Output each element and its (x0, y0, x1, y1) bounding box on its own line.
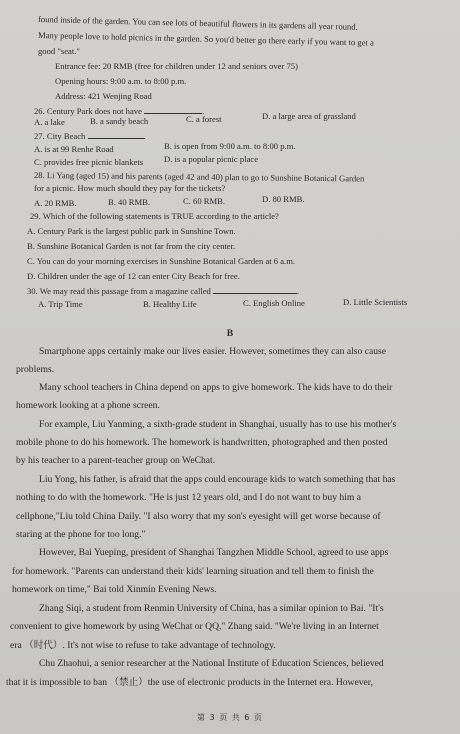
paragraph-line: cellphone,"Liu told China Daily. "I also worry that my son's eyesight will get worse because of (16, 511, 381, 522)
paragraph-line: problems. (16, 364, 55, 375)
paragraph-line: that it is impossible to ban （禁止）the use of electronic products in the Internet era. However, (6, 677, 374, 688)
question-28-line-2: for a picnic. How much should they pay for the tickets? (34, 183, 226, 193)
option: B. Sunshine Botanical Garden is not far from the city center. (27, 241, 236, 251)
question-28: 28. Li Yang (aged 15) and his parents (aged 42 and 40) plan to go to Sunshine Botanical Garden (33, 170, 365, 184)
option: A. Century Park is the largest public park in Sunshine Town. (27, 226, 236, 236)
option: A. 20 RMB. (34, 198, 77, 208)
question-26: 26. Century Park does not have . (34, 106, 205, 116)
page-number: 第 3 页 共 6 页 (197, 713, 263, 722)
option: C. You can do your morning exercises in Sunshine Botanical Garden at 6 a.m. (27, 256, 296, 266)
paragraph-line: convenient to give homework by using WeChat or QQ," Zhang said. "We're living in an Internet (10, 621, 379, 632)
option: A. is at 99 Renhe Road (34, 144, 114, 154)
paragraph-line: nothing to do with the homework. "He is just 12 years old, and I do not want to buy him a (16, 492, 361, 503)
answer-blank (144, 105, 202, 114)
option: B. Healthy Life (143, 299, 197, 309)
paragraph-line: Zhang Siqi, a student from Renmin University of China, has a similar opinion to Bai. "It's (39, 603, 384, 614)
question-30: 30. We may read this passage from a magazine called . (27, 286, 300, 296)
option: B. is open from 9:00 a.m. to 8:00 p.m. (164, 141, 296, 151)
paragraph-line: Chu Zhaohui, a senior researcher at the National Institute of Education Sciences, believed (39, 658, 384, 669)
option: C. provides free picnic blankets (34, 157, 144, 167)
paragraph-line: homework on time," Bai told Xinmin Evening News. (12, 584, 217, 595)
question-27: 27. City Beach . (34, 131, 146, 141)
option: C. English Online (243, 298, 305, 308)
passage-line: good "seat." (38, 46, 80, 56)
info-entrance-fee: Entrance fee: 20 RMB (free for children under 12 and seniors over 75) (55, 61, 298, 71)
option: D. 80 RMB. (262, 194, 305, 204)
option: A. Trip Time (38, 299, 83, 309)
option: D. a large area of grassland (262, 111, 356, 121)
option: D. Children under the age of 12 can enter City Beach for free. (27, 271, 240, 281)
paragraph-line: Liu Yong, his father, is afraid that the apps could encourage kids to watch something that has (39, 474, 396, 485)
info-address: Address: 421 Wenjing Road (55, 91, 152, 101)
paragraph-line: for homework. "Parents can understand their kids' learning situation and tell them to finish the (12, 566, 374, 577)
answer-blank (88, 130, 144, 139)
paragraph-line: Many school teachers in China depend on apps to give homework. The kids have to do their (39, 382, 393, 393)
paragraph-line: However, Bai Yueping, president of Shanghai Tangzhen Middle School, agreed to use apps (39, 547, 389, 558)
paragraph-line: Smartphone apps certainly make our lives easier. However, sometimes they can also cause (39, 346, 387, 357)
option: B. 40 RMB. (108, 197, 151, 207)
passage-line: Many people love to hold picnics in the garden. So you'd better go there early if you want to get a (37, 30, 374, 48)
paragraph-line: era （时代）. It's not wise to refuse to take advantage of technology. (10, 640, 276, 651)
question-29: 29. Which of the following statements is TRUE according to the article? (30, 211, 279, 221)
option: D. is a popular picnic place (164, 154, 259, 164)
paragraph-line: by his teacher to a parent-teacher group on WeChat. (16, 455, 216, 466)
info-opening-hours: Opening hours: 9:00 a.m. to 8:00 p.m. (55, 76, 187, 86)
section-heading: B (226, 328, 234, 339)
option: C. a forest (186, 114, 222, 124)
paragraph-line: For example, Liu Yanming, a sixth-grade student in Shanghai, usually has to use his mother's (39, 419, 397, 430)
paragraph-line: staring at the phone for too long." (16, 529, 146, 540)
option: D. Little Scientists (343, 297, 408, 307)
answer-blank (213, 285, 297, 294)
paragraph-line: mobile phone to do his homework. The homework is handwritten, photographed and then posted (16, 437, 388, 448)
option: B. a sandy beach (90, 116, 149, 126)
passage-line: found inside of the garden. You can see lots of beautiful flowers in its gardens all year round. (37, 14, 358, 32)
option: A. a lake (34, 117, 65, 127)
paragraph-line: homework looking at a phone screen. (16, 400, 160, 411)
option: C. 60 RMB. (183, 196, 226, 206)
